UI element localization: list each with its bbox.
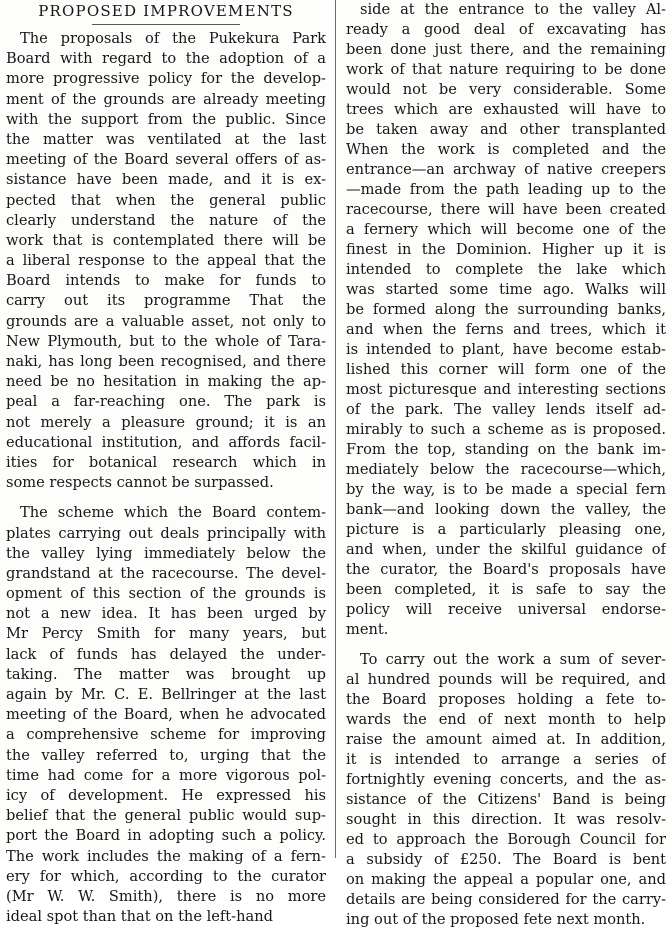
text-line: grounds are a valuable asset, not only to — [6, 312, 326, 330]
right-column-body — [346, 0, 666, 930]
text-line: not a new idea. It has been urged by — [6, 605, 326, 623]
text-line: work of that nature requiring to be done — [346, 61, 666, 78]
paragraph — [6, 503, 326, 927]
text-line: details are being considered for the carry- — [346, 891, 666, 908]
text-line: the Board proposes holding a fete to- — [346, 691, 666, 708]
text-line: meeting of the Board, when he advocated — [6, 706, 326, 724]
text-line: fortnightly evening concerts, and the as- — [346, 771, 666, 788]
text-line: more progressive policy for the develop- — [6, 70, 326, 88]
text-line: Board with regard to the adoption of a — [6, 50, 326, 68]
text-line: ideal spot than that on the left-hand — [6, 908, 273, 926]
text-line: meeting of the Board several offers of as- — [6, 151, 326, 169]
text-line: ery for which, according to the curator — [6, 867, 326, 885]
text-line: —made from the path leading up to the — [346, 181, 666, 198]
text-line: need be no hesitation in making the ap- — [6, 373, 326, 391]
text-line: policy will receive universal endorse- — [346, 601, 666, 618]
text-line: mirably to such a scheme as is proposed. — [346, 421, 666, 438]
text-line: The work includes the making of a fern- — [6, 847, 326, 865]
text-line: intended to complete the lake which — [346, 261, 666, 278]
text-line: work that is contemplated there will be — [6, 231, 326, 249]
text-line: sought in this direction. It was resolv- — [346, 811, 666, 828]
paragraph — [6, 29, 326, 493]
text-line: of the park. The valley lends itself ad- — [346, 401, 666, 418]
paragraph-gap — [6, 493, 326, 503]
text-line: pected that when the general public — [6, 191, 326, 209]
text-line: was started some time ago. Walks will — [346, 281, 666, 298]
text-line: and when the ferns and trees, which it — [346, 321, 666, 338]
text-line: some respects cannot be surpassed. — [6, 474, 274, 492]
text-line: side at the entrance to the valley Al- — [360, 1, 666, 18]
text-line: a liberal response to the appeal that the — [6, 252, 326, 270]
text-line: ities for botanical research which in — [6, 453, 326, 471]
text-line: raise the amount aimed at. In addition, — [346, 731, 666, 748]
text-line: grandstand at the racecourse. The devel- — [6, 564, 326, 582]
text-line: with the support from the public. Since — [6, 110, 326, 128]
text-line: port the Board in adopting such a policy. — [6, 827, 326, 845]
text-line: mediately below the racecourse—which, — [346, 461, 666, 478]
text-line: been done just there, and the remaining — [346, 41, 666, 58]
text-line: again by Mr. C. E. Bellringer at the last — [6, 686, 326, 703]
headline: PROPOSED IMPROVEMENTS — [38, 2, 294, 20]
text-line: on making the appeal a popular one, and — [346, 871, 666, 888]
text-line: the valley referred to, urging that the — [6, 746, 326, 764]
paragraph — [346, 650, 666, 930]
text-line: sistance have been made, and it is ex- — [6, 171, 326, 189]
text-line: ment. — [346, 621, 389, 638]
text-line: not merely a pleasure ground; it is an — [6, 413, 326, 431]
text-line: a subsidy of £250. The Board is bent — [346, 851, 666, 868]
headline-underline — [92, 24, 240, 25]
paragraph — [346, 0, 666, 640]
text-line: entrance—an archway of native creepers — [346, 161, 666, 178]
text-line: ment of the grounds are already meeting — [6, 90, 326, 108]
text-line: The scheme which the Board contem- — [20, 504, 326, 522]
text-line: finest in the Dominion. Higher up it is — [346, 241, 666, 258]
text-line: Board intends to make for funds to — [6, 272, 326, 290]
paragraph-gap — [346, 640, 666, 650]
text-line: lack of funds has delayed the under- — [6, 645, 326, 663]
text-line: lished this corner will form one of the — [346, 361, 666, 378]
text-line: Mr Percy Smith for many years, but — [6, 625, 326, 643]
text-line: a fernery which will become one of the — [346, 221, 666, 238]
text-line: most picturesque and interesting sections — [346, 381, 666, 398]
left-column-body — [6, 29, 326, 927]
right-column — [342, 0, 668, 930]
text-line: trees which are exhausted will have to — [346, 101, 666, 118]
text-line: The proposals of the Pukekura Park — [20, 30, 326, 47]
text-line: When the work is completed and the — [346, 141, 666, 158]
text-line: New Plymouth, but to the whole of Tara- — [6, 332, 326, 350]
text-line: and when, under the skilful guidance of — [346, 541, 666, 558]
text-line: opment of this section of the grounds is — [6, 585, 326, 603]
text-line: the curator, the Board's proposals have — [346, 561, 666, 578]
text-line: been completed, it is safe to say the — [346, 581, 666, 598]
text-line: naki, has long been recognised, and there — [6, 353, 326, 370]
text-line: ed to approach the Borough Council for — [346, 831, 666, 848]
text-line: the valley lying immediately below the — [6, 544, 326, 562]
left-column — [4, 0, 330, 927]
text-line: belief that the general public would sup- — [6, 807, 326, 825]
text-line: be formed along the surrounding banks, — [346, 301, 666, 318]
text-line: picture is a particularly pleasing one, — [346, 521, 666, 538]
text-line: peal a far-reaching one. The park is — [6, 393, 326, 411]
text-line: clearly understand the nature of the — [6, 211, 326, 229]
text-line: sistance of the Citizens' Band is being — [346, 791, 666, 808]
text-line: is intended to plant, have become estab- — [346, 341, 666, 358]
text-line: icy of development. He expressed his — [6, 786, 326, 804]
text-line: plates carrying out deals principally with — [6, 524, 326, 542]
text-line: bank—and looking down the valley, the — [346, 501, 666, 518]
text-line: To carry out the work a sum of sever- — [360, 651, 666, 668]
text-line: al hundred pounds will be required, and — [346, 671, 666, 688]
text-line: a comprehensive scheme for improving — [6, 726, 326, 744]
text-line: time had come for a more vigorous pol- — [6, 766, 326, 784]
text-line: educational institution, and affords facil- — [6, 433, 326, 451]
text-line: ready a good deal of excavating has — [346, 21, 666, 38]
text-line: wards the end of next month to help — [346, 711, 666, 728]
text-line: (Mr W. W. Smith), there is no more — [6, 887, 326, 905]
text-line: taking. The matter was brought up — [6, 665, 326, 683]
text-line: the matter was ventilated at the last — [6, 130, 326, 148]
text-line: by the way, is to be made a special fern — [346, 481, 666, 498]
text-line: racecourse, there will have been created — [346, 201, 666, 218]
text-line: it is intended to arrange a series of — [346, 751, 666, 768]
column-divider — [335, 0, 336, 858]
text-line: ing out of the proposed fete next month. — [346, 911, 646, 928]
text-line: be taken away and other transplanted — [346, 121, 666, 138]
text-line: From the top, standing on the bank im- — [346, 441, 666, 458]
text-line: carry out its programme That the — [6, 292, 326, 310]
text-line: would not be very considerable. Some — [346, 81, 666, 98]
